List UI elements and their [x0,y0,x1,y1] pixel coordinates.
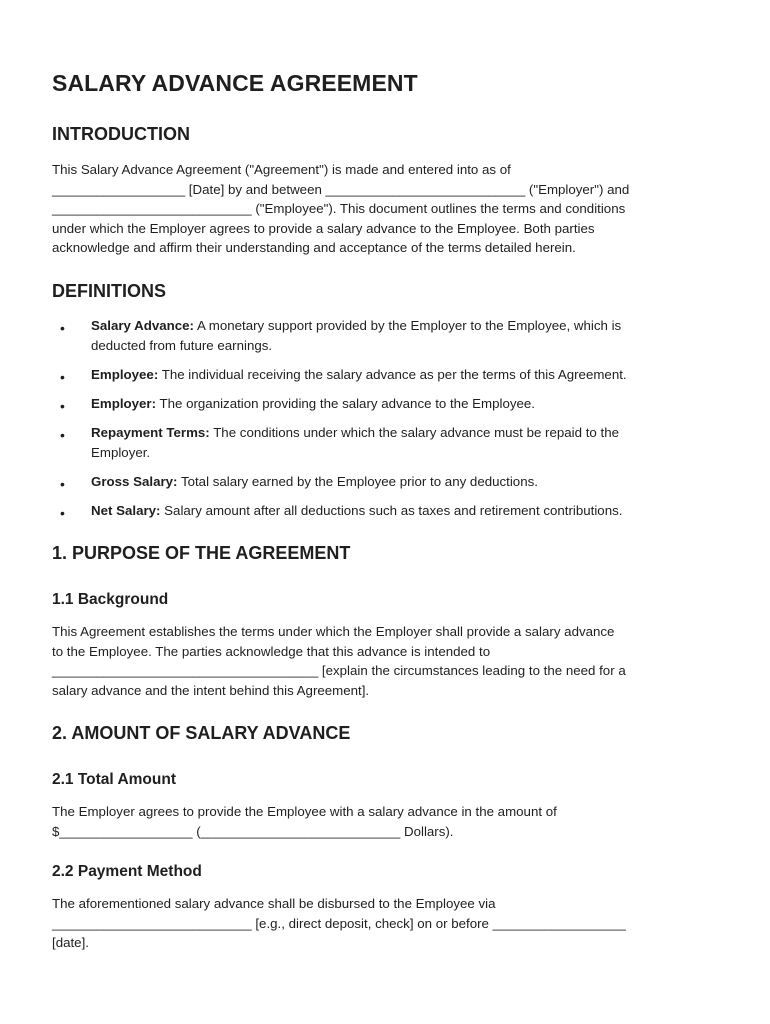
bullet-icon: • [60,475,65,492]
definition-term: Net Salary: [91,503,161,519]
definition-line [91,423,722,443]
definition-text: The conditions under which the salary advance must be repaid to the [209,425,619,441]
payment-method-paragraph [52,894,717,953]
definitions-heading: DEFINITIONS [52,281,167,301]
background-line: ____________________________________ [explain the circumstances leading to the need for a [52,663,626,679]
definition-term: Repayment Terms: [91,425,210,441]
definitions-list [52,316,722,530]
definition-text: Total salary earned by the Employee prior to any deductions. [177,473,538,489]
definition-item [52,472,722,492]
bullet-icon: • [60,427,65,444]
section-1-1-heading: 1.1 Background [52,591,169,608]
definition-item [52,365,722,385]
background-line: This Agreement establishes the terms under which the Employer shall provide a salary advance [52,624,615,639]
bullet-icon: • [60,368,65,385]
definition-term: Gross Salary: [91,473,178,489]
section-2-heading: 2. AMOUNT OF SALARY ADVANCE [52,723,351,743]
definition-term: Salary Advance: [91,318,194,333]
definition-text: The individual receiving the salary advance as per the terms of this Agreement. [158,366,627,382]
definition-term: Employee: [91,366,159,382]
definition-item [52,316,722,355]
introduction-heading: INTRODUCTION [52,124,190,144]
section-2-2-heading: 2.2 Payment Method [52,863,202,880]
definition-line [91,365,722,385]
definition-line [91,394,722,414]
definition-text-continued: deducted from future earnings. [91,337,273,353]
definition-line [91,472,722,492]
background-line: salary advance and the intent behind this Agreement]. [52,682,370,698]
bullet-icon: • [60,320,65,336]
section-1-heading: 1. PURPOSE OF THE AGREEMENT [52,543,351,563]
introduction-line: acknowledge and affirm their understanding and acceptance of the terms detailed herein. [52,240,576,256]
section-2-1-heading: 2.1 Total Amount [52,771,176,788]
bullet-icon: • [60,397,65,414]
definition-line [91,501,722,521]
introduction-line: This Salary Advance Agreement ("Agreement") is made and entered into as of [52,162,511,177]
definition-item [52,394,722,414]
introduction-paragraph [52,160,717,258]
bullet-icon: • [60,505,65,522]
introduction-line: ___________________________ ("Employee"). This document outlines the terms and conditions [52,201,626,217]
background-paragraph [52,622,717,700]
background-line: to the Employee. The parties acknowledge that this advance is intended to [52,643,491,659]
definition-item [52,501,722,521]
definition-item [52,423,722,462]
definition-line [91,316,722,336]
total-amount-line: The Employer agrees to provide the Employee with a salary advance in the amount of [52,804,557,819]
total-amount-paragraph [52,802,717,841]
introduction-line: under which the Employer agrees to provide a salary advance to the Employee. Both parties [52,220,595,236]
definition-text: Salary amount after all deductions such as taxes and retirement contributions. [160,503,623,519]
definition-text-continued: Employer. [91,444,151,460]
document-title: SALARY ADVANCE AGREEMENT [52,70,418,96]
payment-method-line: ___________________________ [e.g., direct deposit, check] on or before __________________ [52,915,626,931]
payment-method-line: [date]. [52,935,89,951]
introduction-line: __________________ [Date] by and between ___________________________ ("Employer") and [52,181,630,197]
definition-term: Employer: [91,395,157,411]
total-amount-line: $__________________ (___________________________ Dollars). [52,823,454,839]
payment-method-line: The aforementioned salary advance shall be disbursed to the Employee via [52,896,496,911]
definition-text: A monetary support provided by the Employer to the Employee, which is [193,318,622,333]
definition-text: The organization providing the salary advance to the Employee. [156,395,535,411]
